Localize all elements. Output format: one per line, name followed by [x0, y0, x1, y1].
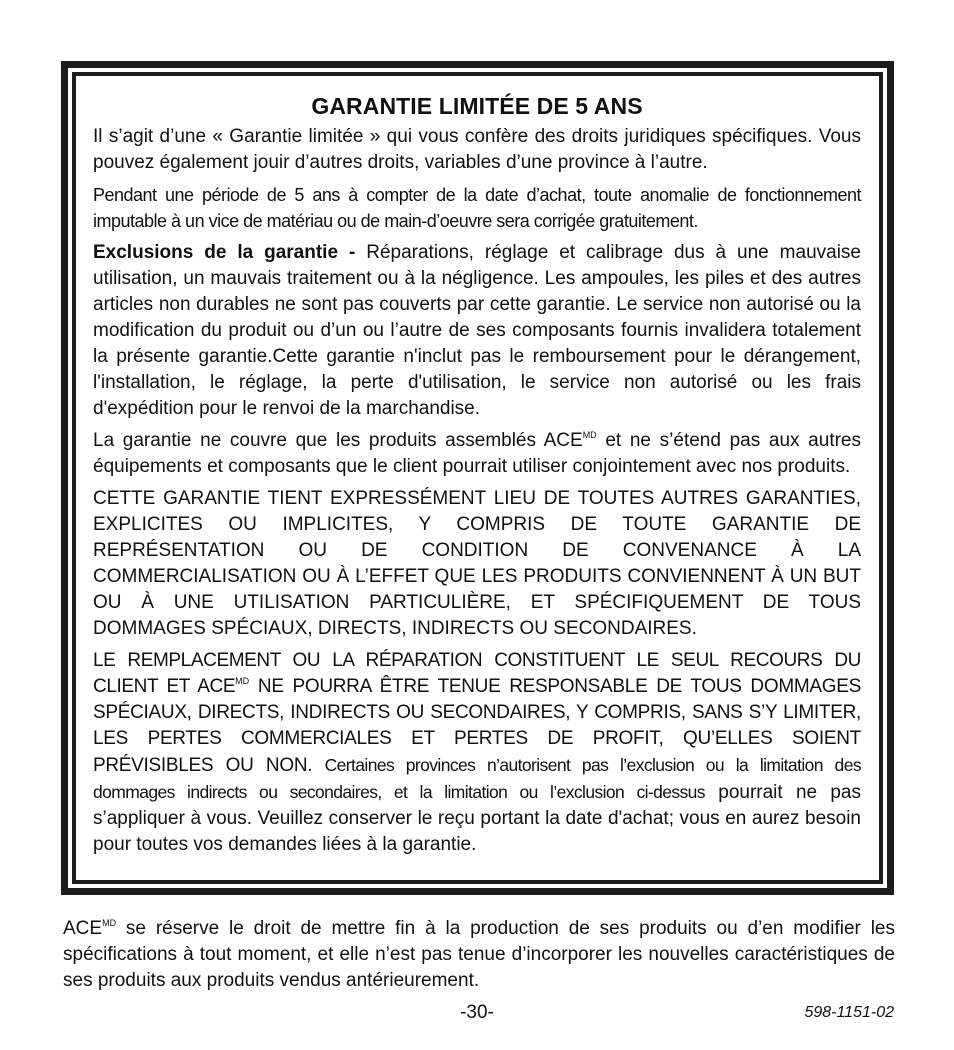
- warranty-disclaimer: CETTE GARANTIE TIENT EXPRESSÉMENT LIEU DE TOUTES AUTRES GARANTIES, EXPLICITES OU IMPLICITES, Y COMPRIS DE TOUTE GARANTIE DE REPRÉSENTATION OU DE CONDITION DE CONVENANCE À LA COMMERCIALISATION OU À L’EFFET QUE LES PRODUITS CONVIENNENT À UN BUT OU À UNE UTILISATION PARTICULIÈRE, ET SPÉCIFIQUEMENT DE TOUS DOMMAGES SPÉCIAUX, DIRECTS, INDIRECTS OU SECONDAIRES.: [93, 488, 861, 639]
- page-number: -30-: [460, 1002, 494, 1023]
- footer-text: se réserve le droit de mettre fin à la production de ses produits ou d’en modifier les spécifications à tout moment, et elle n’est pas tenue d’incorporer les nouvelles caractéristiques de ses produits aux produits vendus antérieurement.: [63, 918, 895, 991]
- remedy-end: pourrait ne pas s’appliquer à vous. Veuillez conserver le reçu portant la date d'achat; vous en aurez besoin pour toutes vos demandes liées à la garantie.: [93, 782, 861, 855]
- warranty-title: GARANTIE LIMITÉE DE 5 ANS: [311, 93, 643, 119]
- footer-brand: ACE: [63, 918, 103, 939]
- exclusions-label: Exclusions de la garantie -: [93, 242, 356, 263]
- warranty-exclusions: [93, 240, 861, 422]
- footer-notice: [63, 916, 895, 994]
- warranty-period: [93, 182, 861, 234]
- footer-trademark: MD: [102, 918, 117, 928]
- warranty-coverage: [93, 428, 861, 480]
- coverage-text-after: et ne s’étend pas aux autres équipements et composants que le client pourrait utiliser conjointement avec nos produits.: [93, 430, 861, 477]
- remedy-trademark: MD: [235, 676, 250, 686]
- remedy-text-before: LE REMPLACEMENT OU LA RÉPARATION CONSTITUENT LE SEUL RECOURS DU CLIENT ET ACE: [93, 650, 861, 697]
- remedy-provinces: Certaines provinces n’autorisent pas l’exclusion ou la limitation des dommages indirects ou secondaires, et la limitation ou l’exclusion ci-dessus: [93, 755, 861, 802]
- warranty-remedy: [93, 648, 861, 858]
- remedy-text-after: NE POURRA ÊTRE TENUE RESPONSABLE DE TOUS DOMMAGES SPÉCIAUX, DIRECTS, INDIRECTS OU SECONDAIRES, Y COMPRIS, SANS S’Y LIMITER, LES PERTES COMMERCIALES ET PERTES DE PROFIT, QU’ELLES SOIENT PRÉVISIBLES OU NON.: [93, 676, 861, 776]
- warranty-box-border: [68, 68, 887, 888]
- warranty-period-text: Pendant une période de 5 ans à compter de la date d’achat, toute anomalie de fonctionnement imputable à un vice de matériau ou de main-d’oeuvre sera corrigée gratuitement.: [93, 185, 861, 231]
- warranty-box-content: [76, 76, 879, 880]
- document-code: 598-1151-02: [804, 1004, 894, 1021]
- coverage-text-before: La garantie ne couvre que les produits assemblés ACE: [93, 430, 583, 451]
- warranty-box: [61, 61, 894, 895]
- exclusions-text: Réparations, réglage et calibrage dus à une mauvaise utilisation, un mauvais traitement ou à la négligence. Les ampoules, les piles et des autres articles non durables ne sont pas couverts par cette garantie. Le service non autorisé ou la modification du produit ou d’un ou l’autre de ses composants fournis invalidera totalement la présente garantie.Cette garantie n'inclut pas le remboursement pour le dérangement, l'installation, le réglage, la perte d'utilisation, le service non autorisé ou les frais d'expédition pour le renvoi de la marchandise.: [93, 242, 861, 419]
- warranty-intro: Il s’agit d’une « Garantie limitée » qui vous confère des droits juridiques spécifiques. Vous pouvez également jouir d’autres droits, variables d’une province à l’autre.: [93, 126, 861, 173]
- coverage-trademark: MD: [582, 430, 597, 440]
